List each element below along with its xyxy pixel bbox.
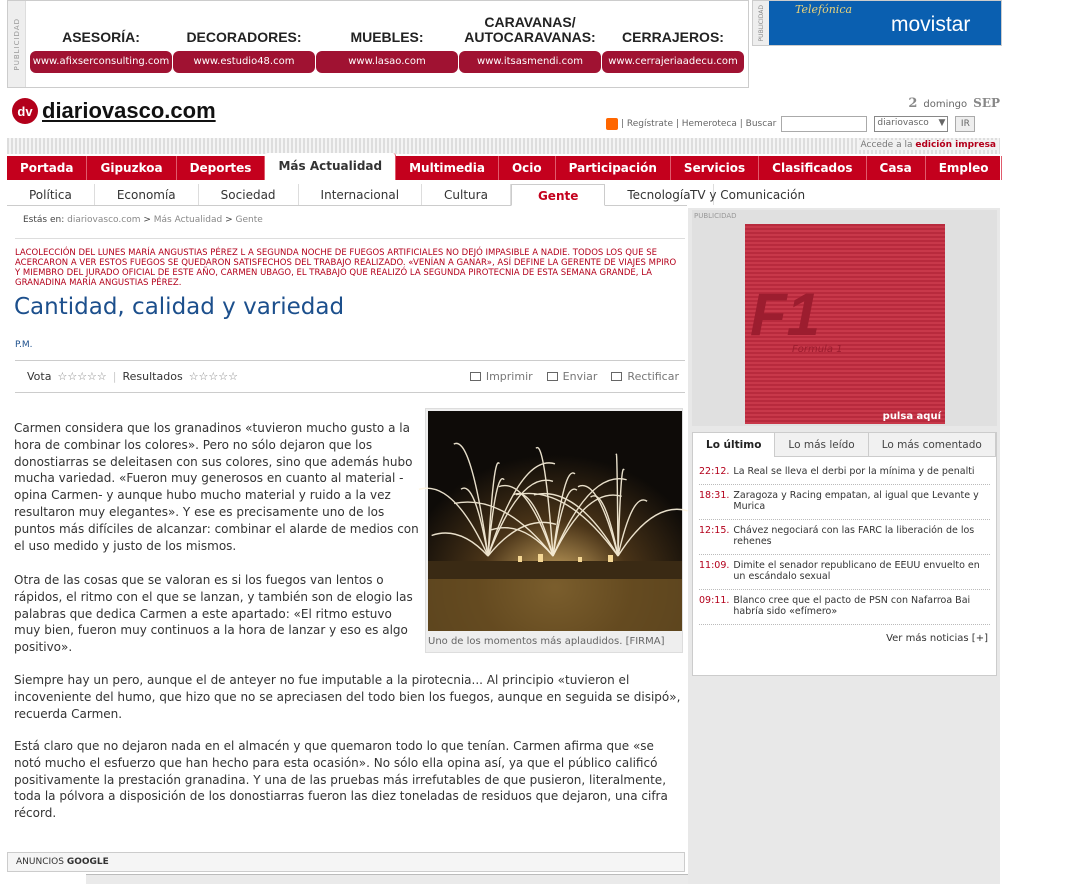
ad-link[interactable]: www.lasao.com [316,51,458,73]
ad-publicity-label: PUBLICIDAD [753,1,769,45]
subnav-item[interactable]: Cultura [422,184,511,205]
send-button[interactable]: Enviar [547,370,598,383]
nav-item[interactable]: Portada [7,156,87,180]
nav-item-right[interactable]: Clasificados [759,156,866,180]
ad-publicity-label: PUBLICIDAD [8,1,26,87]
header-divider [7,138,1000,154]
news-item[interactable] [699,485,990,520]
breadcrumb-section[interactable]: Más Actualidad [153,215,223,225]
news-headline[interactable]: Zaragoza y Racing empatan, al igual que Levante y Murica [733,489,979,512]
movistar-brand: movistar [891,13,971,36]
main-navigation [7,156,1057,180]
news-item[interactable] [699,520,990,555]
ad-column [316,1,458,87]
mail-icon [547,372,558,381]
nav-item[interactable]: Más Actualidad [265,153,396,180]
ad-column [30,1,172,87]
ad-column [459,1,601,87]
news-headline[interactable]: Dimite el senador republicano de EEUU envuelto en un escándalo sexual [733,559,980,582]
news-headline[interactable]: La Real se lleva el derbi por la mínima y de penalti [733,466,975,477]
top-advertisement [7,0,749,88]
news-tab[interactable]: Lo más leído [775,433,868,456]
photo-caption: Uno de los momentos más aplaudidos. [FIRMA] [426,632,682,652]
rectify-button[interactable]: Rectificar [611,370,679,383]
news-tab[interactable]: Lo último [693,433,775,457]
dv-logo-icon: dv [12,98,38,124]
article-paragraph: Siempre hay un pero, aunque el de anteyer no fue imputable a la pirotecnia... Al principio «tuvieron el incoveniente del humo, que hizo que no se apreciasen del todo bien los fuegos, aunque en seguida se disipó», recuerda Carmen. [14,673,681,721]
site-logo[interactable] [12,98,216,124]
subnav-item-tv[interactable]: TV y Comunicación [690,188,806,202]
article-paragraph: Está claro que no dejaron nada en el almacén y que quemaron todo lo que tenían. Carmen afirma que «se notó mucho el esfuerzo que han hecho para esta ocasión». No sólo ella opina así, ya que el público calificó positivamente la prestación granadina. Y una de las pruebas más irrefutables de que pusieron, literalmente, toda la pólvora a disposición de los donostiarras fueron las diez toneladas de residuos que dejaron, una cifra récord. [14,739,668,821]
subnav-item[interactable]: Gente [511,184,605,206]
news-tabs [693,433,996,457]
news-time: 11:09. [699,559,730,571]
search-input[interactable] [781,116,867,132]
breadcrumb-home[interactable]: diariovasco.com [67,215,141,225]
news-time: 09:11. [699,594,730,606]
news-headline[interactable]: Blanco cree que el pacto de PSN con Nafarroa Bai habría sido «efímero» [733,594,971,617]
breadcrumb-subsection[interactable]: Gente [235,215,263,225]
edit-icon [611,372,622,381]
printer-icon [470,372,481,381]
news-box [692,432,997,676]
chevron-down-icon: ▼ [938,118,946,128]
nav-item[interactable]: Participación [556,156,671,180]
ad-title: MUEBLES: [350,29,424,45]
nav-item[interactable]: Ocio [499,156,556,180]
article-toolbar: Vota ☆☆☆☆☆ | Resultados ☆☆☆☆☆ Imprimir Enviar Rectificar [15,360,685,393]
subnav-item[interactable]: Tecnología [605,184,713,205]
site-name: diariovasco.com [42,98,216,123]
news-time: 18:31. [699,489,730,501]
ad-title: DECORADORES: [186,29,302,45]
ad-title: CERRAJEROS: [622,29,724,45]
nav-item[interactable]: Servicios [671,156,759,180]
subnav-item[interactable]: Sociedad [199,184,299,205]
results-stars: ☆☆☆☆☆ [188,370,238,383]
f1-cta[interactable]: pulsa aquí [882,411,941,422]
nav-item-right[interactable]: Coche [1015,161,1057,175]
current-date: 2 domingo SEP [908,96,1000,111]
ad-columns [30,1,744,87]
f1-logo-icon: F1 [750,281,821,348]
vote-label: Vota [27,370,52,383]
nav-item[interactable]: Multimedia [396,156,499,180]
news-tab[interactable]: Lo más comentado [869,433,996,456]
breadcrumb: Estás en: diariovasco.com > Más Actualidad > Gente [23,215,263,225]
news-item[interactable] [699,555,990,590]
results-label: Resultados [122,370,183,383]
subnav-item[interactable]: Internacional [299,184,422,205]
article-photo[interactable] [425,408,683,653]
telefonica-brand: Telefónica [795,3,853,16]
subnav-item[interactable]: Economía [95,184,199,205]
article-paragraph: Otra de las cosas que se valoran es si los fuegos van lentos o rápidos, el ritmo con el que se lanzan, y también son de elogio las palabras que dedica Carmen a este apartado: «El ritmo estuvo muy bien, fueron muy continuos a la hora de lanzar y eso es algo positivo». [14,573,413,655]
nav-item[interactable]: Gipuzkoa [87,156,176,180]
ad-link[interactable]: www.cerrajeriaadecu.com [602,51,744,73]
nav-item[interactable]: Deportes [177,156,266,180]
header-tools [606,116,975,132]
f1-subtitle: Formula 1 [792,344,843,355]
sub-navigation [7,184,691,206]
ad-column [173,1,315,87]
print-button[interactable]: Imprimir [470,370,533,383]
news-time: 22:12. [699,466,730,477]
news-time: 12:15. [699,524,730,536]
tools-links[interactable]: | Regístrate | Hemeroteca | Buscar [621,119,777,129]
news-headline[interactable]: Chávez negociará con las FARC la liberación de los rehenes [733,524,975,547]
search-scope-select[interactable]: diariovasco ▼ [874,116,948,132]
news-list [693,457,996,625]
nav-item-right[interactable]: Empleo [926,156,1003,180]
vote-stars[interactable]: ☆☆☆☆☆ [57,370,107,383]
ad-title: CARAVANAS/ AUTOCARAVANAS: [464,14,596,45]
article-title: Cantidad, calidad y variedad [14,294,345,320]
fireworks-image [428,411,682,631]
f1-advertisement[interactable]: PUBLICIDAD F1 Formula 1 pulsa aquí [692,210,997,426]
article-author: P.M. [15,340,33,350]
news-item[interactable] [699,461,990,485]
ad-column [602,1,744,87]
search-button[interactable]: IR [955,116,975,132]
article-area [7,208,687,884]
rss-icon[interactable] [606,118,618,130]
nav-item-right[interactable]: Casa [867,156,926,180]
ad-title: ASESORÍA: [62,29,140,45]
ad-link[interactable]: www.estudio48.com [173,51,315,73]
news-item[interactable] [699,590,990,625]
google-ads-header: ANUNCIOS GOOGLE [7,852,685,872]
movistar-ad[interactable] [752,0,1002,46]
sidebar [688,208,1000,884]
more-news-link[interactable]: Ver más noticias [+] [886,632,988,644]
print-edition-link[interactable]: Accede a la edición impresa [860,140,996,150]
article-lead: LACOLECCIÓN DEL LUNES MARÍA ANGUSTIAS PÉREZ L A SEGUNDA NOCHE DE FUEGOS ARTIFICIALES NO DEJÓ IMPASIBLE A NADIE. TODOS LOS QUE SE ACERCARON A VER ESTOS FUEGOS SE QUEDARON SATISFECHOS DEL TRABAJO REALIZADO. «VENÍAN A GANAR», ASÍ DEFINE LA GERENTE DE VIAJES MPIRO Y MIEMBRO DEL JURADO OFICIAL DE ESTE AÑO, CARMEN UBAGO, EL TRABAJO QUE REALIZÓ LA SEGUNDA PIROTECNIA DE ESTA SEMANA GRANDE, LA GRANADINA MARÍA ANGUSTIAS PÉREZ. [15,248,677,288]
subnav-item[interactable]: Política [7,184,95,205]
ad-link[interactable]: www.afixserconsulting.com [30,51,172,73]
ad-link[interactable]: www.itsasmendi.com [459,51,601,73]
article-paragraph: Carmen considera que los granadinos «tuvieron mucho gusto a la hora de combinar los colores». Pero no sólo dejaron que los donostiarras se deleitasen con sus colores, sino que además hubo mucha variedad. «Fueron muy generosos en cuanto al material -opina Carmen- y aunque hubo mucho material y ruido a la vez resultaron muy elegantes». Y ese es precisamente uno de los puntos más difíciles de alcanzar: combinar el alarde de medios con el uso medido y justo de los mismos. [14,421,419,553]
